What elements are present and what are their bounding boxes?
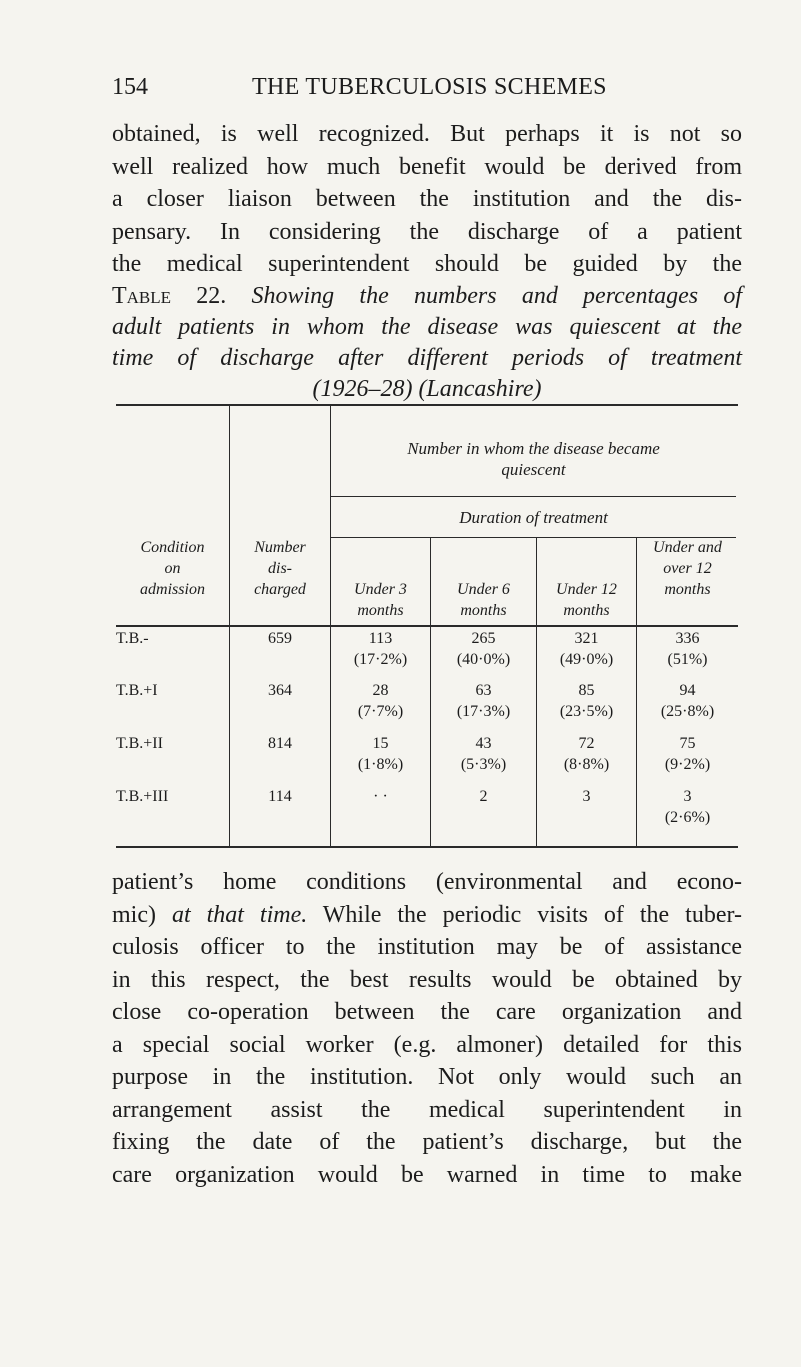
running-header: [112, 74, 742, 108]
header-text: months: [563, 602, 610, 619]
caption-region: (Lancashire): [418, 376, 542, 402]
table-cell: [537, 733, 636, 775]
text-line: a closer liaison between the institution and the dis-: [112, 186, 742, 212]
row-condition: T.B.+II: [116, 735, 163, 752]
row-discharged: 659: [268, 630, 292, 647]
table-cell: [431, 786, 536, 807]
cell-percent: (17·3%): [456, 703, 511, 720]
page-number: 154: [112, 74, 148, 100]
cell-count: 265: [471, 630, 496, 647]
table-cell: [637, 628, 738, 670]
cell-count: 113: [368, 630, 393, 647]
row-discharged: 814: [268, 735, 292, 752]
header-text: months: [460, 602, 507, 619]
caption-years: (1926–28): [312, 376, 413, 402]
cell-count: 15: [372, 735, 389, 752]
cell-count: 336: [675, 630, 700, 647]
running-title: THE TUBERCULOSIS SCHEMES: [252, 74, 607, 100]
cell-count: 63: [475, 682, 492, 699]
table-cell: [637, 733, 738, 775]
table-bottom-rule: [116, 846, 738, 848]
header-period-6: [431, 579, 536, 621]
header-group: [331, 438, 736, 480]
text-line: obtained, is well recognized. But perhaps it is not so: [112, 121, 742, 147]
column-rule: [229, 404, 230, 847]
header-condition: [116, 537, 229, 600]
cell-count: 3: [582, 788, 591, 805]
cell-count: 94: [679, 682, 696, 699]
table-cell: [537, 680, 636, 722]
caption-line: [112, 312, 742, 343]
header-text: Under 6: [457, 581, 510, 598]
cell-percent: (17·2%): [353, 651, 408, 668]
cell-count: 3: [683, 788, 692, 805]
text-line: close co-operation between the care organization and: [112, 999, 742, 1025]
header-text: Under and: [653, 539, 722, 556]
header-text: Duration of treatment: [459, 508, 608, 527]
header-text: Under 3: [354, 581, 407, 598]
row-discharged: 114: [268, 788, 292, 805]
table-cell: [431, 733, 536, 775]
text-line: well realized how much benefit would be derived from: [112, 153, 742, 180]
text-line: purpose in the institution. Not only would such an: [112, 1064, 742, 1090]
cell-percent: (49·0%): [559, 651, 614, 668]
header-text: admission: [140, 581, 205, 598]
data-table: [112, 404, 742, 850]
table-label: Table 22.: [112, 283, 227, 309]
cell-count: 28: [372, 682, 389, 699]
cell-percent: (1·8%): [357, 756, 404, 773]
text-line: [112, 899, 742, 932]
cell-percent: (40·0%): [456, 651, 511, 668]
table-cell: [331, 680, 430, 722]
text-line: pensary. In considering the discharge of a patient: [112, 218, 742, 245]
header-group-rule: [330, 496, 736, 497]
text-line: care organization would be warned in time to make: [112, 1161, 742, 1188]
table-cell: [331, 733, 430, 775]
cell-count: 75: [679, 735, 696, 752]
table-cell: [637, 786, 738, 828]
header-discharged: [230, 537, 330, 600]
table-top-rule: [116, 404, 738, 406]
cell-count: · ·: [373, 788, 388, 805]
text-line: the medical superintendent should be guided by the: [112, 251, 742, 277]
table-cell: [537, 628, 636, 670]
table-cell: [431, 680, 536, 722]
text-run: While the periodic visits of the tuber-: [322, 901, 742, 928]
paragraph-top: [112, 118, 742, 281]
text-run-italic: at that time.: [171, 901, 308, 928]
header-text: months: [664, 581, 711, 598]
cell-percent: (8·8%): [563, 756, 610, 773]
cell-count: 72: [578, 735, 595, 752]
row-condition: T.B.-: [116, 630, 149, 647]
header-text: months: [357, 602, 404, 619]
text-line: a special social worker (e.g. almoner) detailed for this: [112, 1031, 742, 1058]
text-line: patient’s home conditions (environmental and econo-: [112, 869, 742, 895]
row-discharged: 364: [268, 682, 292, 699]
text-line: arrangement assist the medical superintendent in: [112, 1096, 742, 1123]
cell-count: 2: [479, 788, 488, 805]
header-text: on: [164, 560, 181, 577]
header-text: dis-: [268, 560, 292, 577]
table-cell: [331, 628, 430, 670]
header-period-12: [537, 579, 636, 621]
cell-count: 43: [475, 735, 492, 752]
header-bottom-rule: [116, 625, 738, 627]
cell-percent: (23·5%): [559, 703, 614, 720]
row-condition: T.B.+I: [116, 682, 158, 699]
cell-percent: (5·3%): [460, 756, 507, 773]
header-text: charged: [254, 581, 306, 598]
cell-percent: (2·6%): [664, 809, 711, 826]
table-cell: [431, 628, 536, 670]
cell-percent: (9·2%): [664, 756, 711, 773]
text-line: in this respect, the best results would be obtained by: [112, 966, 742, 993]
caption-line: [112, 343, 742, 374]
row-condition: T.B.+III: [116, 788, 169, 805]
header-period-over-12: [637, 537, 738, 600]
header-text: Under 12: [556, 581, 617, 598]
text-line: culosis officer to the institution may be of assistance: [112, 934, 742, 960]
header-duration: [331, 507, 736, 528]
table-caption: [112, 281, 742, 405]
caption-line: [112, 374, 742, 405]
table-cell: [537, 786, 636, 807]
header-period-3: [331, 579, 430, 621]
paragraph-bottom: [112, 866, 742, 1191]
caption-text: time of discharge after different periods of treatment: [112, 345, 742, 371]
caption-text: Showing the numbers and percentages of: [251, 283, 742, 309]
caption-line: [112, 281, 742, 312]
table-cell: [331, 786, 430, 807]
header-text: Number: [254, 539, 306, 556]
header-text: over 12: [663, 560, 712, 577]
cell-count: 85: [578, 682, 595, 699]
table-cell: [637, 680, 738, 722]
text-line: fixing the date of the patient’s discharge, but the: [112, 1129, 742, 1155]
cell-count: 321: [574, 630, 599, 647]
cell-percent: (51%): [667, 651, 708, 668]
cell-percent: (7·7%): [357, 703, 404, 720]
header-text: quiescent: [501, 460, 566, 479]
text-run: mic): [112, 901, 156, 928]
cell-percent: (25·8%): [660, 703, 715, 720]
header-text: Number in whom the disease became: [407, 439, 660, 458]
caption-text: adult patients in whom the disease was quiescent at the: [112, 314, 742, 340]
header-text: Condition: [140, 539, 205, 556]
